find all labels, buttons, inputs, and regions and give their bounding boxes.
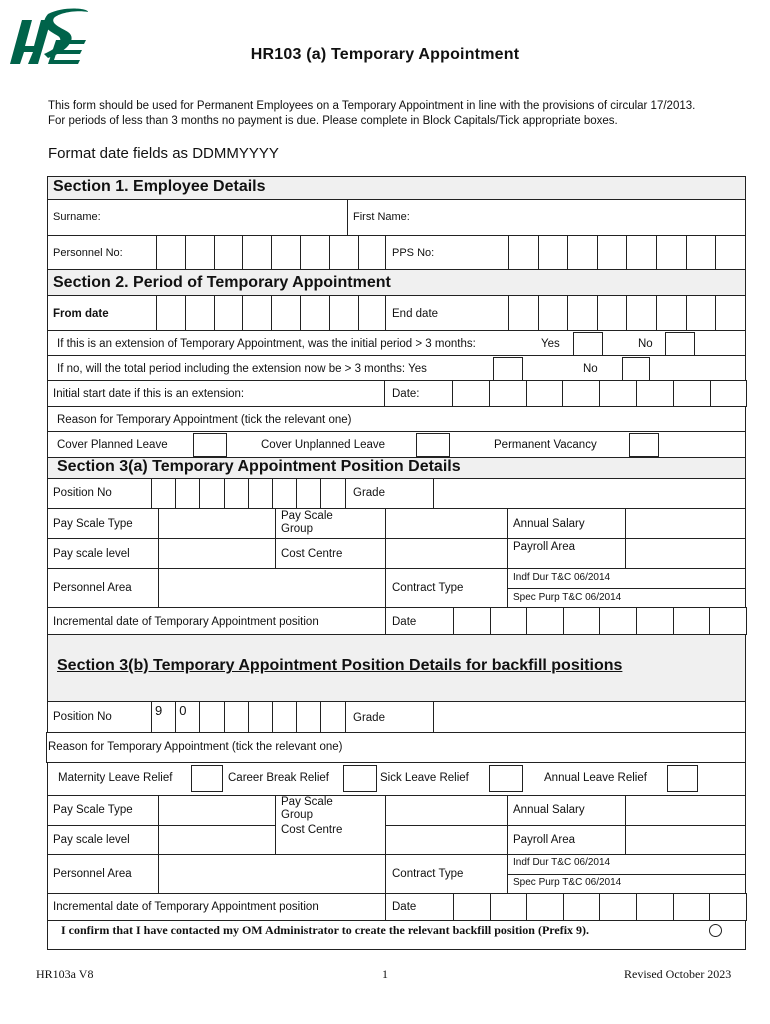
total-period-question: If no, will the total period including the extension now be > 3 months: Yes xyxy=(57,363,427,375)
backfill-incremental-date-box[interactable] xyxy=(709,893,747,921)
initial-start-date-label: Date: xyxy=(392,388,420,400)
initial-start-date-box[interactable] xyxy=(452,380,490,407)
total-period-no-checkbox[interactable] xyxy=(622,357,650,381)
incremental-date-box[interactable] xyxy=(709,607,747,635)
s3b-incremental-label: Incremental date of Temporary Appointment position xyxy=(53,901,319,913)
s3a-grade-field[interactable] xyxy=(433,478,746,509)
s3b-pay-scale-level-field[interactable] xyxy=(158,825,276,855)
pps-no-box[interactable] xyxy=(686,235,717,270)
s3b-grade-label: Grade xyxy=(353,712,385,724)
confirm-radio[interactable] xyxy=(709,924,722,937)
s3b-pay-scale-level-label: Pay scale level xyxy=(53,834,130,846)
s3a-personnel-area-label: Personnel Area xyxy=(53,582,132,594)
from-date-label: From date xyxy=(53,308,109,320)
section1-title: Section 1. Employee Details xyxy=(53,178,266,195)
s3b-cost-centre-label: Cost Centre xyxy=(281,824,343,836)
initial-start-date-box[interactable] xyxy=(599,380,637,407)
s3a-personnel-area-field[interactable] xyxy=(158,568,386,608)
s3a-cost-centre-label: Cost Centre xyxy=(281,548,343,560)
s3b-pay-scale-type-field[interactable] xyxy=(158,795,276,826)
backfill-position-no-box[interactable] xyxy=(248,701,273,733)
s3a-annual-salary-label: Annual Salary xyxy=(513,518,585,530)
extension-question: If this is an extension of Temporary Appointment, was the initial period > 3 months: xyxy=(57,338,476,350)
s3a-cost-centre-field[interactable] xyxy=(385,538,508,569)
footer-page-number: 1 xyxy=(382,967,388,981)
extension-no-label: No xyxy=(638,338,653,350)
s3a-contract-type-label: Contract Type xyxy=(392,582,464,594)
reason-permanent-checkbox[interactable] xyxy=(629,433,659,457)
position-prefix-digit: 0 xyxy=(179,703,187,718)
s3b-personnel-area-label: Personnel Area xyxy=(53,868,132,880)
reason-annual-checkbox[interactable] xyxy=(667,765,698,792)
s3b-pay-scale-group-label: Pay Scale Group xyxy=(281,796,333,821)
incremental-date-box[interactable] xyxy=(673,607,711,635)
s3b-pay-scale-group-field[interactable] xyxy=(385,795,508,826)
reason-career-break-label: Career Break Relief xyxy=(228,772,329,784)
date-format-note: Format date fields as DDMMYYYY xyxy=(48,145,279,162)
backfill-incremental-date-box[interactable] xyxy=(673,893,711,921)
s3b-reason-label: Reason for Temporary Appointment (tick the relevant one) xyxy=(48,741,343,753)
s3b-position-no-label: Position No xyxy=(53,711,112,723)
reason-annual-label: Annual Leave Relief xyxy=(544,772,647,784)
reason-cover-unplanned-label: Cover Unplanned Leave xyxy=(261,439,386,451)
incremental-date-box[interactable] xyxy=(636,607,674,635)
s3b-payroll-area-field[interactable] xyxy=(625,825,746,855)
backfill-position-no-box[interactable] xyxy=(320,701,345,733)
s3a-spec-purp-label: Spec Purp T&C 06/2014 xyxy=(513,592,622,603)
personnel-no-box[interactable] xyxy=(271,235,301,270)
incremental-date-box[interactable] xyxy=(563,607,601,635)
pps-no-box[interactable] xyxy=(715,235,746,270)
position-no-box[interactable] xyxy=(175,478,200,509)
reason-cover-planned-checkbox[interactable] xyxy=(193,433,227,457)
s3b-grade-field[interactable] xyxy=(433,701,746,733)
footer-revised: Revised October 2023 xyxy=(624,967,732,981)
backfill-position-no-box[interactable] xyxy=(296,701,321,733)
from-date-box[interactable] xyxy=(300,295,330,331)
section3b-title: Section 3(b) Temporary Appointment Position Details for backfill positions xyxy=(57,657,623,674)
position-no-box[interactable] xyxy=(296,478,321,509)
personnel-no-box[interactable] xyxy=(156,235,186,270)
backfill-incremental-date-box[interactable] xyxy=(490,893,528,921)
incremental-date-box[interactable] xyxy=(453,607,491,635)
extension-no-checkbox[interactable] xyxy=(665,332,695,356)
s3a-indf-dur-label: Indf Dur T&C 06/2014 xyxy=(513,572,611,583)
personnel-no-box[interactable] xyxy=(358,235,388,270)
pps-no-box[interactable] xyxy=(508,235,539,270)
form-title: HR103 (a) Temporary Appointment xyxy=(250,46,520,63)
confirm-text: I confirm that I have contacted my OM Administrator to create the relevant backfill position (Prefix 9). xyxy=(61,923,590,937)
section2-title: Section 2. Period of Temporary Appointment xyxy=(53,274,391,291)
position-no-box[interactable] xyxy=(248,478,273,509)
end-date-label: End date xyxy=(392,308,439,320)
reason-permanent-label: Permanent Vacancy xyxy=(494,439,597,451)
s3b-payroll-area-label: Payroll Area xyxy=(513,834,576,846)
pps-no-box[interactable] xyxy=(626,235,657,270)
personnel-no-box[interactable] xyxy=(300,235,330,270)
personnel-no-box[interactable] xyxy=(329,235,359,270)
reason-sick-label: Sick Leave Relief xyxy=(380,772,469,784)
end-date-box[interactable] xyxy=(656,295,687,331)
first-name-label: First Name: xyxy=(353,211,410,223)
end-date-box[interactable] xyxy=(538,295,569,331)
s3a-date-label: Date xyxy=(392,616,417,628)
end-date-box[interactable] xyxy=(626,295,657,331)
s3b-spec-purp-label: Spec Purp T&C 06/2014 xyxy=(513,877,622,888)
position-no-box[interactable] xyxy=(199,478,224,509)
position-no-box[interactable] xyxy=(224,478,249,509)
initial-start-date-box[interactable] xyxy=(636,380,674,407)
backfill-incremental-date-box[interactable] xyxy=(563,893,601,921)
total-period-no-label: No xyxy=(583,363,598,375)
incremental-date-box[interactable] xyxy=(526,607,564,635)
pps-no-box[interactable] xyxy=(567,235,598,270)
s3a-pay-scale-level-field[interactable] xyxy=(158,538,276,569)
s3b-annual-salary-field[interactable] xyxy=(625,795,746,826)
end-date-box[interactable] xyxy=(686,295,717,331)
backfill-incremental-date-box[interactable] xyxy=(636,893,674,921)
position-prefix-digit: 9 xyxy=(155,703,163,718)
intro-text: This form should be used for Permanent Employees on a Temporary Appointment in line with the provisions of circular 17/2013. For periods of less than 3 months no payment is due. Please complete in Block Capitals/Tick appropriate boxes. xyxy=(48,100,696,127)
pps-no-box[interactable] xyxy=(597,235,628,270)
initial-start-date-box[interactable] xyxy=(489,380,527,407)
s3a-annual-salary-field[interactable] xyxy=(625,508,746,539)
backfill-position-no-box[interactable] xyxy=(224,701,249,733)
backfill-position-no-box[interactable] xyxy=(272,701,297,733)
pps-no-box[interactable] xyxy=(538,235,569,270)
s3a-grade-label: Grade xyxy=(353,487,385,499)
incremental-date-box[interactable] xyxy=(599,607,637,635)
position-no-box[interactable] xyxy=(320,478,345,509)
reason-maternity-label: Maternity Leave Relief xyxy=(58,772,173,784)
total-period-yes-checkbox[interactable] xyxy=(493,357,523,381)
initial-start-date-box[interactable] xyxy=(673,380,711,407)
from-date-box[interactable] xyxy=(358,295,388,331)
s3a-pay-scale-type-field[interactable] xyxy=(158,508,276,539)
s3a-payroll-area-field[interactable] xyxy=(625,538,746,569)
extension-yes-label: Yes xyxy=(541,338,560,350)
position-no-box[interactable] xyxy=(272,478,297,509)
s3b-personnel-area-field[interactable] xyxy=(158,854,386,894)
personnel-no-box[interactable] xyxy=(185,235,215,270)
surname-label: Surname: xyxy=(53,211,101,223)
extension-yes-checkbox[interactable] xyxy=(573,332,603,356)
reason-maternity-checkbox[interactable] xyxy=(191,765,223,792)
from-date-box[interactable] xyxy=(329,295,359,331)
initial-start-date-box[interactable] xyxy=(562,380,600,407)
from-date-box[interactable] xyxy=(242,295,272,331)
backfill-incremental-date-box[interactable] xyxy=(599,893,637,921)
s3a-incremental-label: Incremental date of Temporary Appointment position xyxy=(53,616,319,628)
section3a-title: Section 3(a) Temporary Appointment Position Details xyxy=(57,458,461,475)
s3b-pay-scale-type-label: Pay Scale Type xyxy=(53,804,133,816)
s3a-pay-scale-type-label: Pay Scale Type xyxy=(53,518,133,530)
pps-no-box[interactable] xyxy=(656,235,687,270)
s3b-indf-dur-label: Indf Dur T&C 06/2014 xyxy=(513,857,611,868)
reason-sick-checkbox[interactable] xyxy=(489,765,523,792)
s3b-date-label: Date xyxy=(392,901,417,913)
s3b-annual-salary-label: Annual Salary xyxy=(513,804,585,816)
pps-no-label: PPS No: xyxy=(392,247,435,259)
end-date-box[interactable] xyxy=(508,295,539,331)
end-date-box[interactable] xyxy=(597,295,628,331)
s3a-position-no-label: Position No xyxy=(53,487,112,499)
initial-start-date-box[interactable] xyxy=(526,380,564,407)
s2-reason-label: Reason for Temporary Appointment (tick the relevant one) xyxy=(57,414,352,426)
from-date-box[interactable] xyxy=(185,295,215,331)
reason-cover-planned-label: Cover Planned Leave xyxy=(57,439,168,451)
backfill-incremental-date-box[interactable] xyxy=(526,893,564,921)
from-date-box[interactable] xyxy=(156,295,186,331)
s3b-cost-centre-field[interactable] xyxy=(385,825,508,855)
s3b-contract-type-label: Contract Type xyxy=(392,868,464,880)
end-date-box[interactable] xyxy=(567,295,598,331)
form-body xyxy=(47,176,746,950)
from-date-box[interactable] xyxy=(214,295,244,331)
incremental-date-box[interactable] xyxy=(490,607,528,635)
reason-cover-unplanned-checkbox[interactable] xyxy=(416,433,450,457)
s3a-pay-scale-group-label: Pay Scale Group xyxy=(281,510,333,535)
personnel-no-box[interactable] xyxy=(242,235,272,270)
personnel-no-box[interactable] xyxy=(214,235,244,270)
reason-career-break-checkbox[interactable] xyxy=(343,765,377,792)
initial-start-date-box[interactable] xyxy=(710,380,748,407)
from-date-box[interactable] xyxy=(271,295,301,331)
position-no-box[interactable] xyxy=(151,478,176,509)
s3a-pay-scale-group-field[interactable] xyxy=(385,508,508,539)
backfill-incremental-date-box[interactable] xyxy=(453,893,491,921)
initial-start-label: Initial start date if this is an extension: xyxy=(53,388,245,400)
personnel-no-label: Personnel No: xyxy=(53,247,123,259)
s3a-payroll-area-label: Payroll Area xyxy=(513,541,576,553)
footer-form-code: HR103a V8 xyxy=(36,967,94,981)
backfill-position-no-box[interactable] xyxy=(199,701,224,733)
s3a-pay-scale-level-label: Pay scale level xyxy=(53,548,130,560)
end-date-box[interactable] xyxy=(715,295,746,331)
